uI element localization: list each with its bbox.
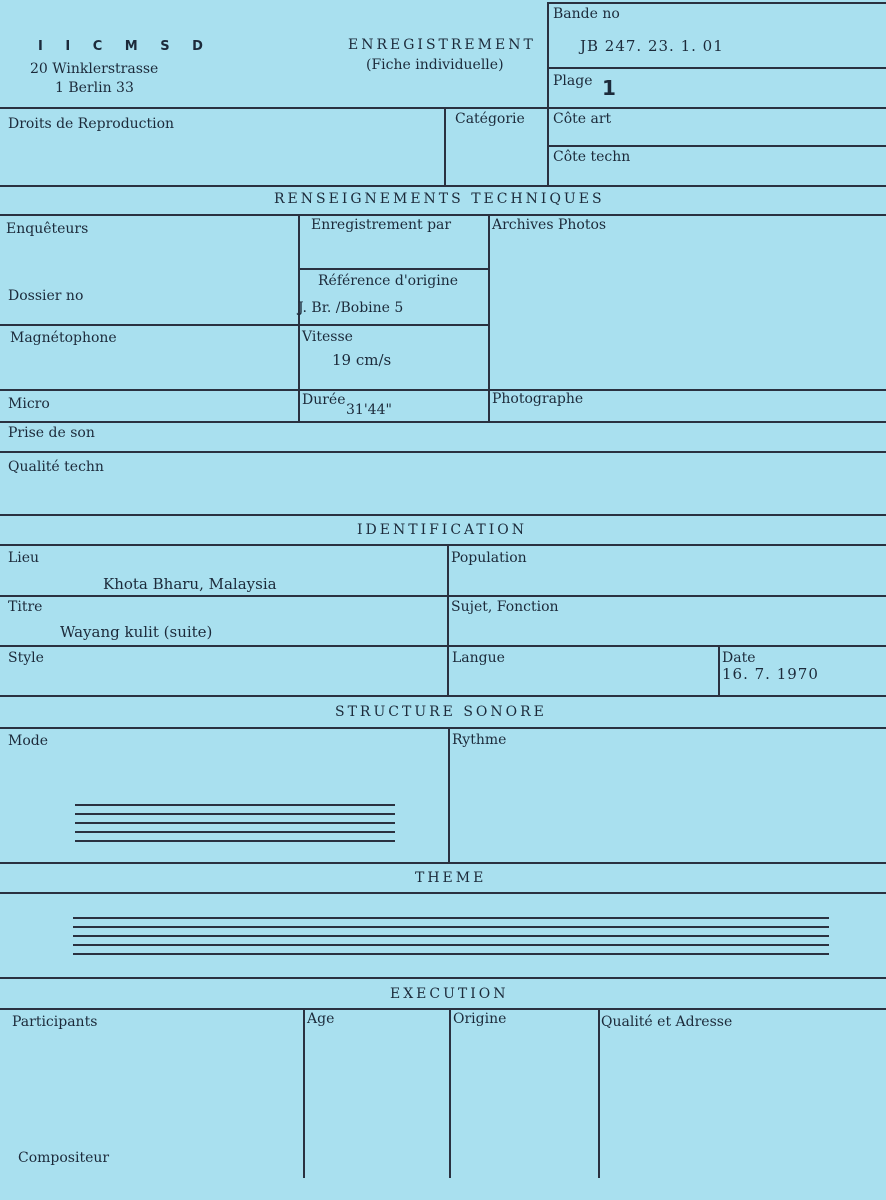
address-line-2: 1 Berlin 33 [55, 80, 134, 96]
archives-photos-label: Archives Photos [492, 217, 607, 233]
plage-value: 1 [602, 76, 616, 100]
titre-value: Wayang kulit (suite) [60, 623, 213, 641]
rule-v-categorie [444, 107, 446, 185]
rule-rights-bottom [0, 185, 886, 187]
rule-reference [298, 268, 488, 270]
qualite-techn-label: Qualité techn [8, 459, 104, 475]
rule-bande-plage [548, 67, 886, 69]
prise-de-son-label: Prise de son [8, 425, 95, 441]
rule-ident-top [0, 514, 886, 516]
duree-label: Durée [302, 392, 346, 408]
photographe-label: Photographe [492, 391, 584, 407]
population-label: Population [451, 550, 527, 566]
rule-v-header [547, 2, 549, 185]
dossier-label: Dossier no [8, 288, 84, 304]
rule-v-date [718, 645, 720, 695]
enregistrement-par-label: Enregistrement par [311, 217, 452, 233]
form-subtitle: (Fiche individuelle) [366, 57, 504, 73]
cote-techn-label: Côte techn [553, 149, 631, 165]
rule-magnetophone [0, 324, 488, 326]
sujet-label: Sujet, Fonction [451, 599, 559, 615]
rule-execution-heading [0, 1008, 886, 1010]
rule-qualite [0, 451, 886, 453]
rule-v-origine [449, 1008, 451, 1178]
rule-v-qualite [598, 1008, 600, 1178]
rule-titre [0, 645, 886, 647]
enqueteurs-label: Enquêteurs [6, 221, 89, 237]
rule-v-tech-right [488, 214, 490, 421]
bande-value: JB 247. 23. 1. 01 [580, 37, 724, 55]
mode-label: Mode [8, 733, 49, 749]
rule-structure-bottom [0, 862, 886, 864]
rule-cote [548, 145, 886, 147]
execution-heading: EXECUTION [390, 986, 509, 1002]
bande-label: Bande no [553, 6, 620, 22]
theme-heading: THEME [415, 870, 487, 886]
address-line-1: 20 Winklerstrasse [30, 61, 159, 77]
reference-label: Référence d'origine [318, 273, 459, 289]
reference-value: J. Br. /Bobine 5 [298, 300, 404, 316]
origine-label: Origine [453, 1011, 507, 1027]
org-logo-text: I I C M S D [38, 39, 212, 54]
structure-heading: STRUCTURE SONORE [335, 704, 547, 720]
rule-ident-heading [0, 544, 886, 546]
identification-heading: IDENTIFICATION [357, 522, 527, 538]
droits-label: Droits de Reproduction [8, 116, 175, 132]
form-title: ENREGISTREMENT [348, 37, 536, 53]
top-rule [548, 2, 886, 4]
compositeur-label: Compositeur [18, 1150, 110, 1166]
rule-v-age [303, 1008, 305, 1178]
langue-label: Langue [452, 650, 505, 666]
rule-micro [0, 389, 886, 391]
technical-heading: RENSEIGNEMENTS TECHNIQUES [274, 191, 605, 207]
age-label: Age [307, 1011, 335, 1027]
theme-staff [73, 917, 829, 957]
vitesse-value: 19 cm/s [332, 351, 392, 369]
rule-theme-bottom [0, 977, 886, 979]
magnetophone-label: Magnétophone [10, 330, 117, 346]
rule-theme-heading [0, 892, 886, 894]
date-label: Date [722, 650, 756, 666]
rule-prise [0, 421, 886, 423]
rule-structure-heading [0, 727, 886, 729]
rule-style [0, 695, 886, 697]
rule-v-ident [447, 544, 449, 695]
qualite-adresse-label: Qualité et Adresse [601, 1014, 733, 1030]
lieu-value: Khota Bharu, Malaysia [103, 575, 277, 593]
lieu-label: Lieu [8, 550, 40, 566]
rule-tech-heading [0, 214, 886, 216]
cote-art-label: Côte art [553, 111, 612, 127]
vitesse-label: Vitesse [302, 329, 353, 345]
rythme-label: Rythme [452, 732, 507, 748]
titre-label: Titre [8, 599, 43, 615]
rule-header-bottom [0, 107, 886, 109]
duree-value: 31'44" [346, 402, 392, 418]
rule-v-structure [448, 727, 450, 862]
date-value: 16. 7. 1970 [722, 665, 819, 683]
categorie-label: Catégorie [455, 111, 525, 127]
mode-staff [75, 804, 395, 844]
rule-v-tech-left [298, 214, 300, 421]
micro-label: Micro [8, 396, 50, 412]
participants-label: Participants [12, 1014, 98, 1030]
plage-label: Plage [553, 73, 593, 89]
style-label: Style [8, 650, 44, 666]
rule-lieu [0, 595, 886, 597]
